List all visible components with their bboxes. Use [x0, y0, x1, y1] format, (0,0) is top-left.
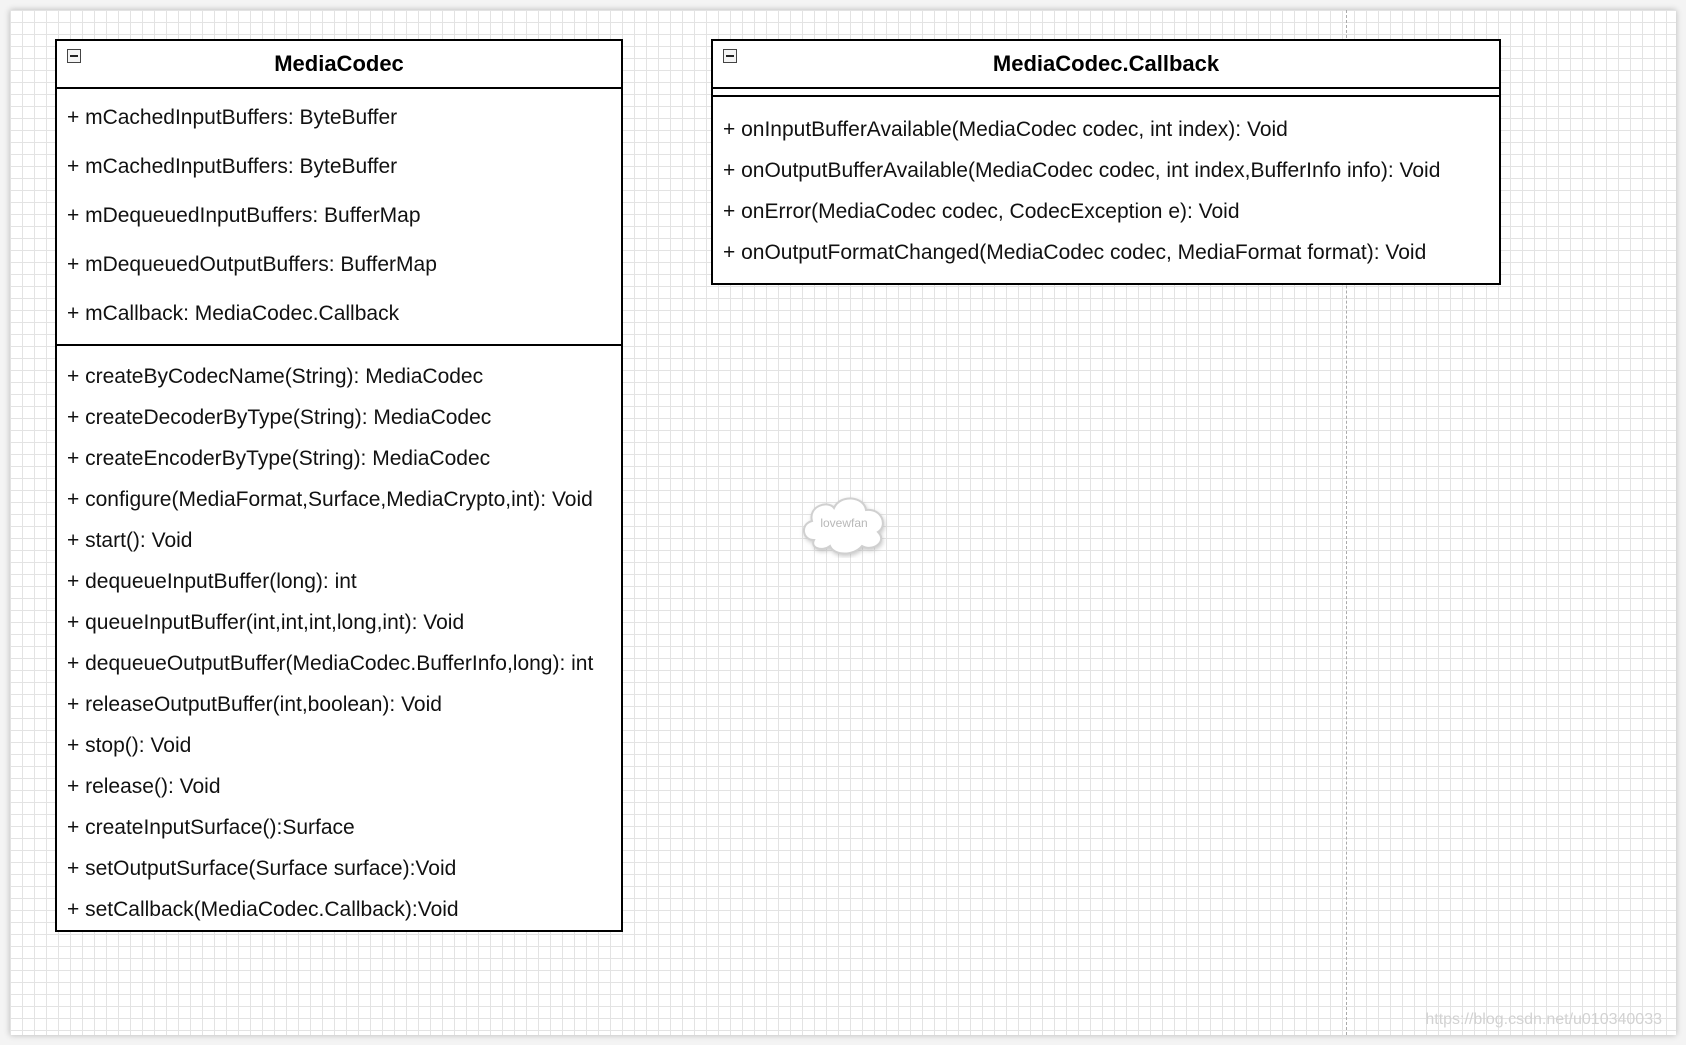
methods-section — [713, 97, 1499, 283]
method-row[interactable]: + onOutputBufferAvailable(MediaCodec codec, int index,BufferInfo info): Void — [723, 158, 1441, 182]
attribute-row[interactable]: + mDequeuedInputBuffers: BufferMap — [67, 203, 421, 227]
class-mediacodec[interactable] — [55, 39, 623, 932]
class-header — [713, 41, 1499, 89]
method-row[interactable]: + stop(): Void — [67, 733, 192, 757]
collapse-icon[interactable] — [67, 49, 81, 63]
watermark-center-text: lovewfan — [820, 516, 868, 530]
method-row[interactable]: + createEncoderByType(String): MediaCodec — [67, 446, 491, 470]
method-row[interactable]: + createByCodecName(String): MediaCodec — [67, 364, 484, 388]
attributes-section-empty — [713, 89, 1499, 97]
diagram-canvas[interactable] — [10, 10, 1676, 1035]
attributes-section — [57, 89, 621, 346]
watermark-cloud — [798, 488, 890, 558]
method-row[interactable]: + setCallback(MediaCodec.Callback):Void — [67, 897, 459, 921]
method-row[interactable]: + onInputBufferAvailable(MediaCodec codec, int index): Void — [723, 117, 1288, 141]
method-row[interactable]: + start(): Void — [67, 528, 193, 552]
class-name: MediaCodec — [274, 51, 404, 76]
collapse-icon[interactable] — [723, 49, 737, 63]
watermark-corner-text: https://blog.csdn.net/u010340033 — [1425, 1011, 1662, 1028]
method-row[interactable]: + setOutputSurface(Surface surface):Void — [67, 856, 457, 880]
attribute-row[interactable]: + mCallback: MediaCodec.Callback — [67, 301, 400, 325]
method-row[interactable]: + createInputSurface():Surface — [67, 815, 355, 839]
method-row[interactable]: + createDecoderByType(String): MediaCodec — [67, 405, 492, 429]
method-row[interactable]: + configure(MediaFormat,Surface,MediaCrypto,int): Void — [67, 487, 593, 511]
attribute-row[interactable]: + mDequeuedOutputBuffers: BufferMap — [67, 252, 437, 276]
method-row[interactable]: + onOutputFormatChanged(MediaCodec codec, MediaFormat format): Void — [723, 240, 1427, 264]
methods-section — [57, 346, 621, 930]
method-row[interactable]: + onError(MediaCodec codec, CodecException e): Void — [723, 199, 1240, 223]
method-row[interactable]: + dequeueOutputBuffer(MediaCodec.BufferInfo,long): int — [67, 651, 594, 675]
method-row[interactable]: + queueInputBuffer(int,int,int,long,int): Void — [67, 610, 465, 634]
attribute-row[interactable]: + mCachedInputBuffers: ByteBuffer — [67, 105, 398, 129]
class-mediacodec-callback[interactable] — [711, 39, 1501, 285]
class-name: MediaCodec.Callback — [992, 51, 1220, 76]
method-row[interactable]: + release(): Void — [67, 774, 221, 798]
class-header — [57, 41, 621, 89]
attribute-row[interactable]: + mCachedInputBuffers: ByteBuffer — [67, 154, 398, 178]
method-row[interactable]: + dequeueInputBuffer(long): int — [67, 569, 357, 593]
method-row[interactable]: + releaseOutputBuffer(int,boolean): Void — [67, 692, 442, 716]
